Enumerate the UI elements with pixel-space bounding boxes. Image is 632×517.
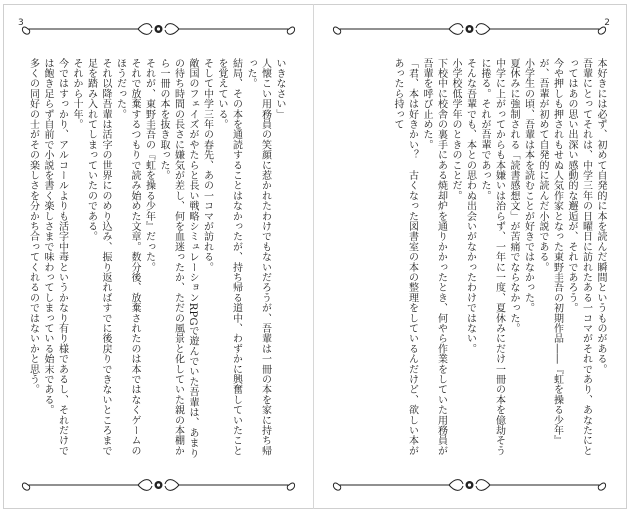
paragraph: 下校中に校舎の裏手にある焼却炉を通りかかったとき、何やら作業をしていた用務員が吾輩を呼び止めた。 — [421, 58, 447, 456]
paragraph: 中学に上がってからも本嫌いは治らず、一年に一度、夏休みにだけ一冊の本を億劫そうに捲る。それが吾輩であった。 — [479, 58, 505, 456]
paragraph: それが、東野圭吾の『虹を操る少年』だった。 — [143, 58, 155, 273]
paragraph: それで放棄するつもりで読み始めた文章。数分後、放棄されたのは本ではなくゲームのほうだった。 — [114, 58, 140, 456]
paragraph: そして中学三年の春先、あの一コマが訪れる。 — [201, 58, 213, 273]
page-number: 2 — [604, 18, 610, 28]
paragraph: そんな吾輩でも、本との思わぬ出会いがなかったわけではない。 — [464, 58, 476, 354]
ornament-footer-right — [329, 474, 610, 496]
paragraph: 今ではすっかり、アルコールよりも活字中毒というかなり有り様であるし、それだけでは飽き足らず自前で小説を書く楽しさまで味わってしまっている始末である。 — [42, 58, 68, 456]
left-page — [4, 4, 313, 509]
page-number: 3 — [18, 18, 24, 28]
paragraph: それ以降吾輩は活字の世界にのめり込み、振り返ればすでに後戻りできないところまで足を踏み入れてしまっていたのである。 — [85, 58, 111, 456]
paragraph: 結局、その本を通読することはなかったが、持ち帰る道中、わずかに興奮していたことを覚えている。 — [216, 58, 242, 456]
paragraph: 小学生の頃、吾輩は本を読むことが好きではなかった。 — [522, 58, 534, 313]
right-page-text — [341, 58, 607, 462]
ornament-header-right — [329, 18, 610, 40]
ornament-footer-left — [18, 474, 299, 496]
right-page — [315, 4, 624, 509]
paragraph: 夏休みに強制される「読書感想文」が苦痛でならなかった。 — [508, 58, 519, 334]
book-gutter — [313, 4, 314, 509]
left-page-text — [27, 58, 286, 462]
paragraph: いきなさい」 — [274, 58, 285, 120]
paragraph: 多くの同好の士がその楽しさを分かち合ってくれるのではないかと思う。 — [27, 58, 39, 395]
paragraph: 人懐こい用務員の笑顔に惹かれたわけでもないだろうが、吾輩は一冊の本を家に持ち帰った。 — [245, 58, 271, 456]
paragraph: 吾輩にとってそれは、中学三年の日曜日に訪れたある一コマがそれであり、あなたにとってはあの思い出深い感動的な邂逅が、それであろう。 — [566, 58, 592, 456]
paragraph: 小学校低学年のときのことだ。 — [450, 58, 461, 201]
paragraph: 敵国のフェイズがやたらと長い戦略シミュレーションRPGで遊んでいた吾輩は、あまりの待ち時間の長さに嫌気が差し、何を血迷ったか、ただの風景と化していた親の本棚から一冊の本を抜き取った。 — [158, 58, 198, 459]
paragraph: 今や押しも押されもせぬ人気作家となった東野圭吾の初期作品――『虹を操る少年』が、吾輩が初めて自発的に読んだ小説である。 — [537, 58, 563, 446]
paragraph: それから十年。 — [71, 58, 82, 130]
ornament-header-left — [18, 18, 299, 40]
paragraph: 本好きには必ず、初めて自発的に本を読んだ瞬間というものがある。 — [595, 58, 606, 375]
paragraph: 「君、本は好きかい？ 古くなった図書室の本の整理をしているんだけど、欲しい本があったら持って — [392, 58, 418, 456]
